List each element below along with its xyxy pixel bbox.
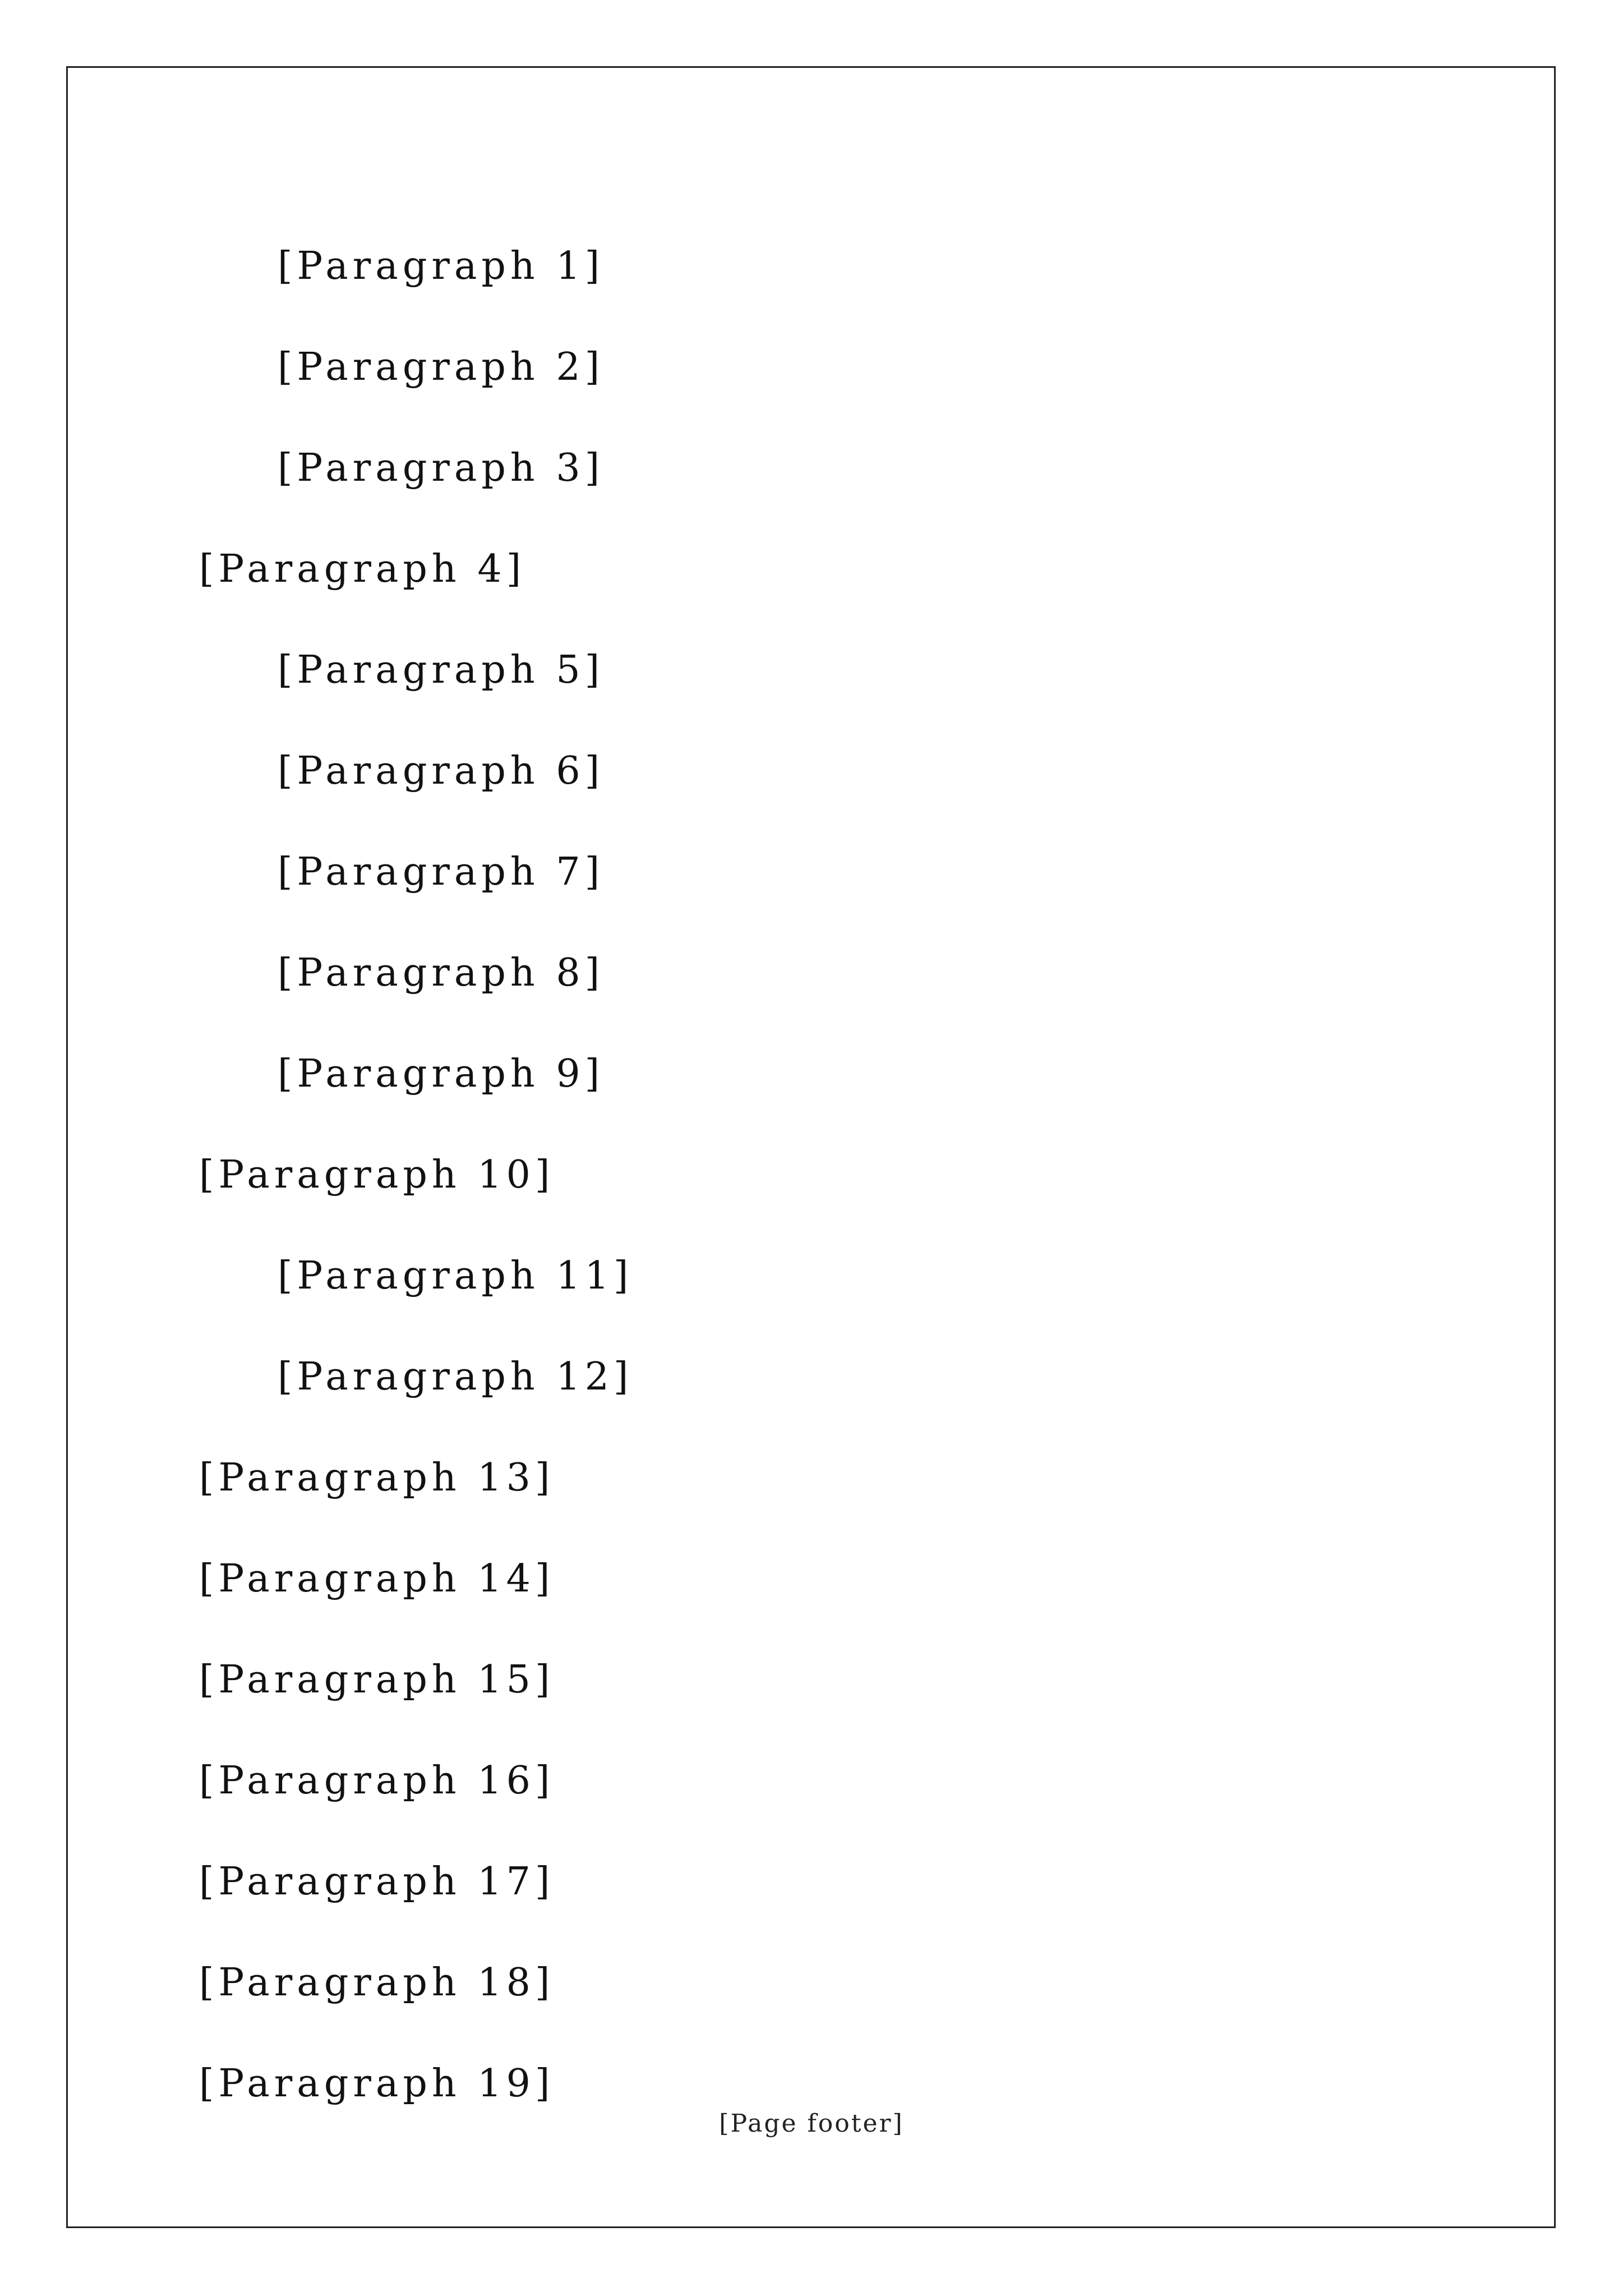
paragraph-9: [Paragraph 9] (278, 1052, 605, 1096)
paragraph-3: [Paragraph 3] (278, 446, 605, 490)
paragraph-6: [Paragraph 6] (278, 749, 605, 793)
paragraph-19: [Paragraph 19] (199, 2062, 555, 2106)
paragraph-5: [Paragraph 5] (278, 648, 605, 692)
paragraph-2: [Paragraph 2] (278, 345, 605, 389)
paragraph-13: [Paragraph 13] (199, 1456, 555, 1500)
paragraph-7: [Paragraph 7] (278, 850, 605, 894)
paragraph-8: [Paragraph 8] (278, 951, 605, 995)
paragraph-11: [Paragraph 11] (278, 1254, 633, 1298)
paragraph-10: [Paragraph 10] (199, 1153, 555, 1197)
paragraph-18: [Paragraph 18] (199, 1961, 555, 2005)
paragraph-15: [Paragraph 15] (199, 1658, 555, 1702)
paragraph-1: [Paragraph 1] (278, 244, 605, 288)
paragraph-4: [Paragraph 4] (199, 547, 526, 591)
document-body (199, 216, 1427, 2134)
paragraph-16: [Paragraph 16] (199, 1759, 555, 1803)
paragraph-14: [Paragraph 14] (199, 1557, 555, 1601)
paragraph-12: [Paragraph 12] (278, 1355, 633, 1399)
page-footer: [Page footer] (719, 2109, 904, 2138)
paragraph-17: [Paragraph 17] (199, 1860, 555, 1904)
